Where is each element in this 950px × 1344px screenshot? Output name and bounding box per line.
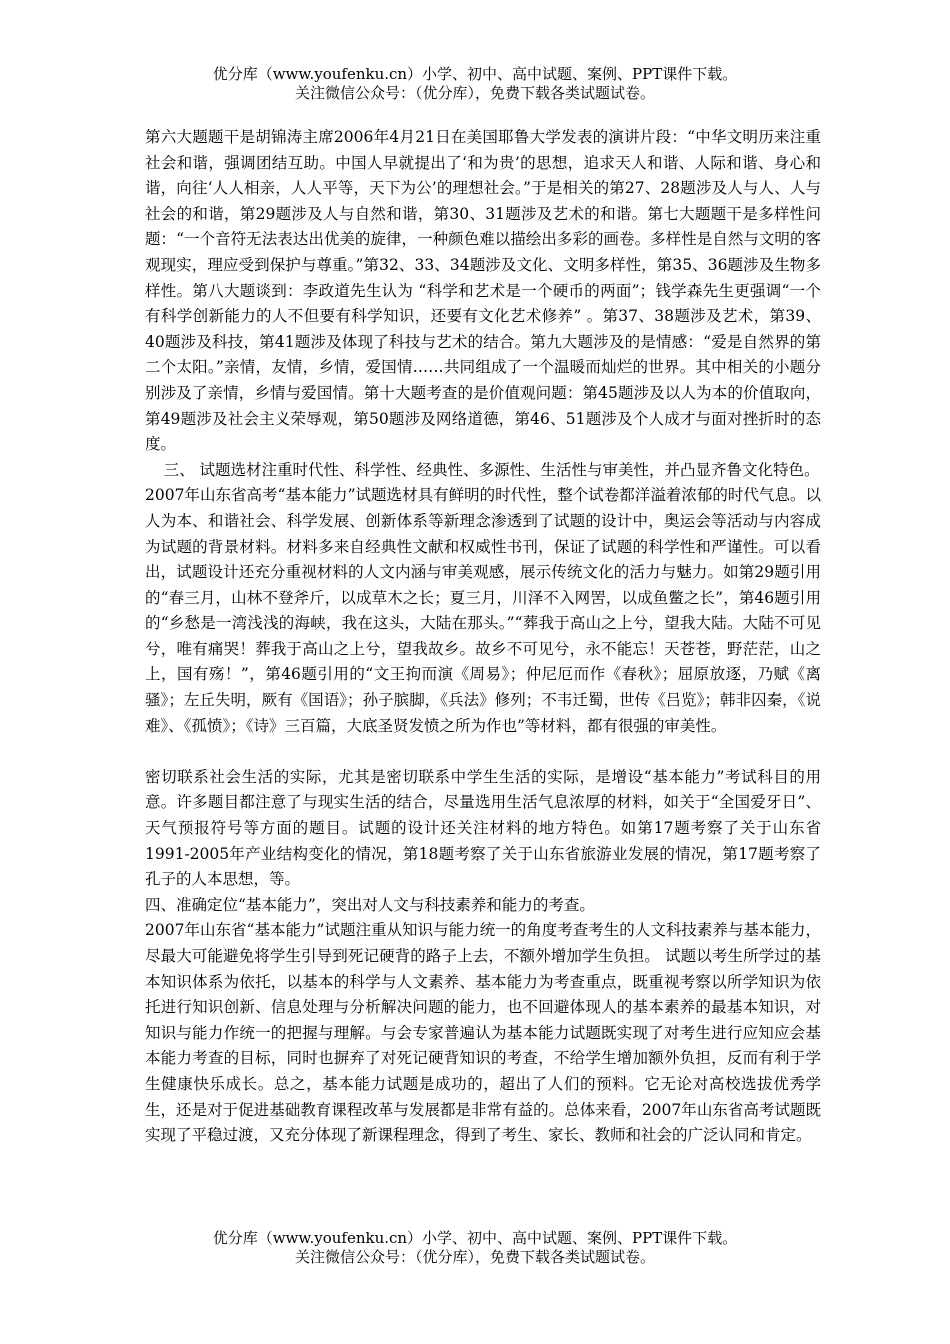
- paragraph-gap: [145, 739, 821, 765]
- document-body: [145, 125, 821, 1149]
- header-line-1: 优分库（www.youfenku.cn）小学、初中、高中试题、案例、PPT课件下载。: [212, 65, 738, 83]
- header-line-2: 关注微信公众号：（优分库），免费下载各类试题试卷。: [294, 84, 655, 102]
- section-heading-4: 四、准确定位“基本能力”，突出对人文与科技素养和能力的考查。: [145, 895, 595, 914]
- paragraph-material-selection: 2007年山东省高考“基本能力”试题选材具有鲜明的时代性，整个试卷都洋溢着浓郁的时代气息。以人为本、和谐社会、科学发展、创新体系等新理念渗透到了试题的设计中，奥运会等活动与内容成为试题的背景材料。材料多来自经典性文献和权威性书刊，保证了试题的科学性和严谨性。可以看出，试题设计还充分重视材料的人文内涵与审美观感，展示传统文化的活力与魅力。如第29题引用的“春三月，山林不登斧斤，以成草木之长；夏三月，川泽不入网罟，以成鱼鳖之长”，第46题引用的“乡愁是一湾浅浅的海峡，我在这头，大陆在那头。”“葬我于高山之上兮，望我大陆。大陆不可见兮，唯有痛哭！葬我于高山之上兮，望我故乡。故乡不可见兮，永不能忘！天苍苍，野茫茫，山之上，国有殇！”，第46题引用的“文王拘而演《周易》；仲尼厄而作《春秋》；屈原放逐，乃赋《离骚》；左丘失明，厥有《国语》；孙子膑脚，《兵法》修列；不韦迁蜀，世传《吕览》；韩非囚秦，《说难》、《孤愤》；《诗》三百篇，大底圣贤发愤之所为作也”等材料，都有很强的审美性。: [145, 486, 821, 735]
- paragraph-real-life: 密切联系社会生活的实际，尤其是密切联系中学生生活的实际，是增设“基本能力”考试科目的用意。许多题目都注意了与现实生活的结合，尽量选用生活气息浓厚的材料，如关于“全国爱牙日”、天气预报符号等方面的题目。试题的设计还关注材料的地方特色。如第17题考察了关于山东省1991-2005年产业结构变化的情况，第18题考察了关于山东省旅游业发展的情况，第17题考察了孔子的人本思想，等。: [145, 767, 821, 889]
- page-footer: [0, 1229, 950, 1267]
- section-heading-3: 三、 试题选材注重时代性、科学性、经典性、多源性、生活性与审美性，并凸显齐鲁文化特色。: [163, 460, 820, 479]
- footer-line-2: 关注微信公众号：（优分库），免费下载各类试题试卷。: [294, 1248, 655, 1266]
- footer-line-1: 优分库（www.youfenku.cn）小学、初中、高中试题、案例、PPT课件下载。: [212, 1229, 738, 1247]
- paragraph-theme-questions: 第六大题题干是胡锦涛主席2006年4月21日在美国耶鲁大学发表的演讲片段：“中华文明历来注重社会和谐，强调团结互助。中国人早就提出了‘和为贵’的思想，追求天人和谐、人际和谐、身心和谐，向往‘人人相亲，人人平等，天下为公’的理想社会。”于是相关的第27、28题涉及人与人、人与社会的和谐，第29题涉及人与自然和谐，第30、31题涉及艺术的和谐。第七大题题干是多样性问题：“一个音符无法表达出优美的旋律，一种颜色难以描绘出多彩的画卷。多样性是自然与文明的客观现实，理应受到保护与尊重。”第32、33、34题涉及文化、文明多样性，第35、36题涉及生物多样性。第八大题谈到：李政道先生认为 “科学和艺术是一个硬币的两面”；钱学森先生更强调“一个有科学创新能力的人不但要有科学知识，还要有文化艺术修养” 。第37、38题涉及艺术，第39、40题涉及科技，第41题涉及体现了科技与艺术的结合。第九大题涉及的是情感：“爱是自然界的第二个太阳。”亲情，友情，乡情，爱国情……共同组成了一个温暖而灿烂的世界。其中相关的小题分别涉及了亲情，乡情与爱国情。第十大题考查的是价值观问题：第45题涉及以人为本的价值取向，第49题涉及社会主义荣辱观，第50题涉及网络道德，第46、51题涉及个人成才与面对挫折时的态度。: [145, 128, 821, 454]
- paragraph-ability-assessment: 2007年山东省“基本能力”试题注重从知识与能力统一的角度考查考生的人文科技素养与基本能力，尽最大可能避免将学生引导到死记硬背的路子上去，不额外增加学生负担。 试题以考生所学过的基本知识体系为依托，以基本的科学与人文素养、基本能力为考查重点，既重视考察以所学知识为依托进行知识创新、信息处理与分析解决问题的能力，也不回避体现人的基本素养的最基本知识，对知识与能力作统一的把握与理解。与会专家普遍认为基本能力试题既实现了对考生进行应知应会基本能力考查的目标，同时也摒弃了对死记硬背知识的考查，不给学生增加额外负担，反而有利于学生健康快乐成长。总之，基本能力试题是成功的，超出了人们的预料。它无论对高校选拔优秀学生，还是对于促进基础教育课程改革与发展都是非常有益的。总体来看，2007年山东省高考试题既实现了平稳过渡，又充分体现了新课程理念，得到了考生、家长、教师和社会的广泛认同和肯定。: [145, 921, 821, 1145]
- page-header: [0, 65, 950, 103]
